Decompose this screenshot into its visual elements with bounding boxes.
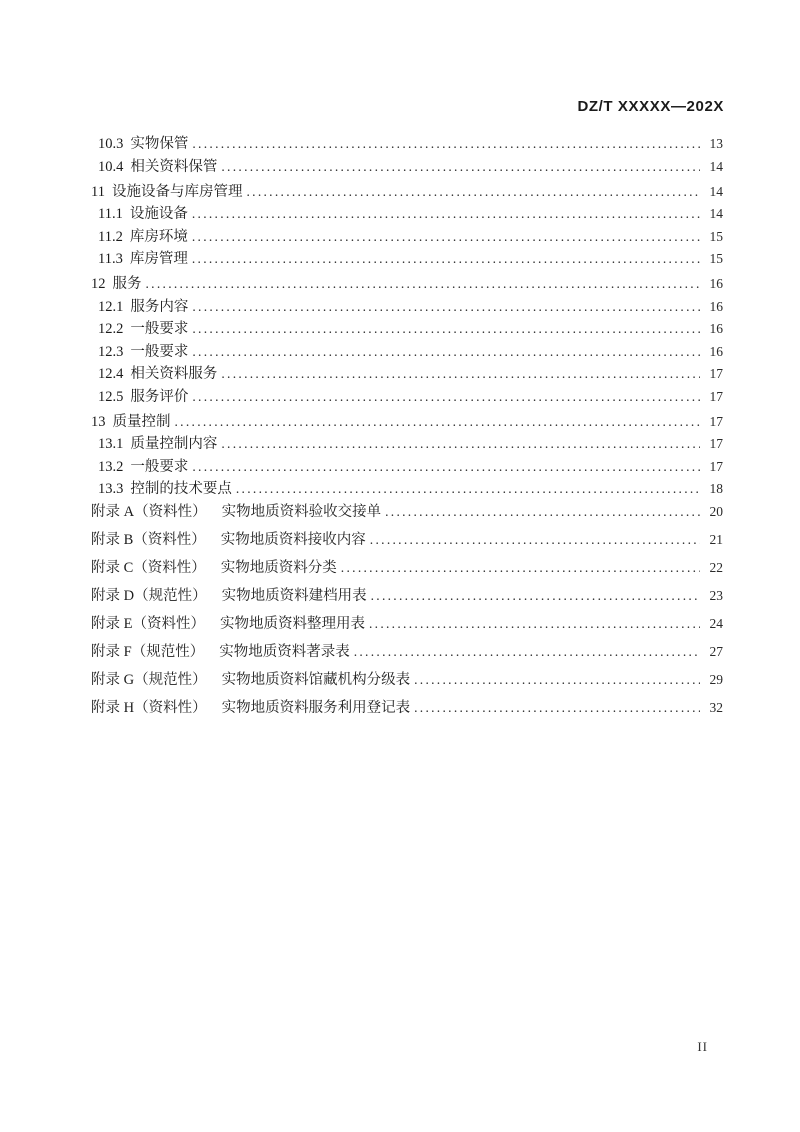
toc-entry-page: 22 [709,559,723,575]
toc-entry-number: 11.3 [98,251,123,267]
toc-entry-title: 质量控制 [112,413,171,430]
dot-leader [414,694,700,721]
toc-entry [91,133,723,156]
toc-entry-page: 15 [709,228,723,244]
toc-entry [91,554,723,582]
toc-entry-number: 11.1 [98,206,123,222]
dot-leader [236,478,700,500]
toc-entry-number: 13 [91,413,106,430]
toc-entry-title: 实物保管 [130,136,189,152]
toc-entry-number: 11.2 [98,228,123,245]
dot-leader [146,273,701,295]
toc-entry [91,498,723,526]
toc-entry-title: 设施设备 [129,206,188,222]
toc-entry-page: 17 [709,388,723,404]
toc-entry [91,273,723,296]
toc-entry-page: 20 [709,503,723,519]
toc-entry-number: 10.4 [98,158,124,175]
toc-entry-page: 17 [709,458,723,474]
dot-leader [221,433,700,455]
toc-entry-number: 12.5 [98,388,124,405]
dot-leader [414,666,700,693]
toc-entry-page: 16 [709,343,723,359]
toc-entry-title: 服务评价 [130,388,189,405]
toc-entry-title: 实物地质资料服务利用登记表 [221,699,411,716]
toc-entry-number: 11 [91,183,105,200]
toc-entry-page: 14 [709,206,723,221]
toc-entry [91,411,723,434]
dot-leader [354,638,700,665]
toc-entry [91,203,723,226]
toc-entry [91,363,723,386]
dot-leader [221,156,700,178]
toc-entry-page: 23 [709,587,723,603]
toc-entry [91,156,723,179]
toc-entry [91,341,723,364]
appendix-label: 附录 G（规范性） [91,671,207,688]
toc-entry-number: 13.1 [98,436,124,452]
toc-entry [91,610,723,638]
dot-leader [192,133,700,155]
standard-code-header: DZ/T XXXXX—202X [577,98,724,115]
toc-entry-title: 相关资料保管 [130,158,218,175]
appendix-label: 附录 H（资料性） [91,699,207,716]
toc-entry-title: 实物地质资料整理用表 [219,615,365,632]
toc-entry-page: 16 [709,298,723,314]
toc-entry-page: 17 [709,366,723,381]
toc-entry [91,296,723,319]
toc-entry [91,181,723,204]
dot-leader [246,181,700,203]
toc-entry-page: 14 [709,158,723,174]
toc-entry-number: 12.4 [98,366,124,382]
toc-entry [91,526,723,554]
toc-entry-title: 实物地质资料接收内容 [220,531,366,548]
toc-entry-number: 13.3 [98,481,124,497]
dot-leader [192,226,700,248]
dot-leader [371,582,700,609]
dot-leader [192,248,700,270]
dot-leader [192,296,700,318]
toc-entry-title: 实物地质资料著录表 [219,643,350,660]
toc-entry-page: 21 [709,531,723,547]
dot-leader [369,610,700,637]
toc-entry-page: 17 [709,413,723,429]
toc-entry-title: 质量控制内容 [130,436,218,452]
toc-entry-number: 12.1 [98,298,124,315]
toc-entry-page: 29 [709,671,723,687]
toc-entry [91,456,723,479]
toc-entry-title: 相关资料服务 [130,366,218,382]
toc-entry [91,386,723,409]
toc-entry-page: 13 [709,136,723,151]
appendix-label: 附录 F（规范性） [91,643,205,660]
appendix-label: 附录 E（资料性） [91,615,205,632]
dot-leader [221,363,700,385]
toc-entry-title: 一般要求 [130,343,189,360]
toc-entry-page: 24 [709,615,723,631]
appendix-entries [91,498,723,722]
dot-leader [370,526,700,553]
dot-leader [192,203,700,225]
toc-entry-page: 27 [709,643,723,659]
toc-entry-page: 14 [709,183,723,199]
toc-entry [91,694,723,722]
toc-entry [91,638,723,666]
toc-entry-page: 17 [709,436,723,451]
toc-entry-title: 实物地质资料建档用表 [221,587,367,604]
toc-entry-title: 控制的技术要点 [130,481,232,497]
toc-entry [91,318,723,341]
toc-entry-title: 实物地质资料馆藏机构分级表 [221,671,411,688]
toc-entry-page: 16 [709,276,723,291]
toc-entry-title: 一般要求 [130,458,189,475]
appendix-label: 附录 D（规范性） [91,587,207,604]
dot-leader [192,386,700,408]
appendix-label: 附录 B（资料性） [91,531,206,548]
dot-leader [192,456,700,478]
toc-entry-title: 服务内容 [130,298,189,315]
table-of-contents [91,133,723,722]
dot-leader [192,318,700,340]
toc-entry-number: 13.2 [98,458,124,475]
toc-entry [91,433,723,456]
toc-entry-title: 实物地质资料验收交接单 [221,503,382,520]
toc-entry-title: 设施设备与库房管理 [111,183,243,200]
toc-entry [91,666,723,694]
toc-entry [91,226,723,249]
toc-entry-number: 10.3 [98,136,124,152]
toc-entry-number: 12 [91,276,106,292]
toc-entry-title: 实物地质资料分类 [220,559,337,576]
toc-entry-page: 16 [709,321,723,336]
page-number-footer: II [697,1039,708,1054]
appendix-label: 附录 C（资料性） [91,559,206,576]
toc-entry [91,248,723,271]
toc-entry [91,582,723,610]
toc-entry-page: 18 [709,481,723,496]
toc-entry-title: 一般要求 [130,321,189,337]
dot-leader [341,554,700,581]
toc-entry-number: 12.2 [98,321,124,337]
appendix-label: 附录 A（资料性） [91,503,207,520]
toc-entry-title: 服务 [112,276,142,292]
toc-entry-title: 库房管理 [129,251,188,267]
toc-entry-page: 32 [709,699,723,715]
toc-entry-number: 12.3 [98,343,124,360]
toc-entry-title: 库房环境 [129,228,188,245]
dot-leader [175,411,701,433]
dot-leader [192,341,700,363]
toc-entry-page: 15 [709,251,723,266]
dot-leader [385,498,700,525]
